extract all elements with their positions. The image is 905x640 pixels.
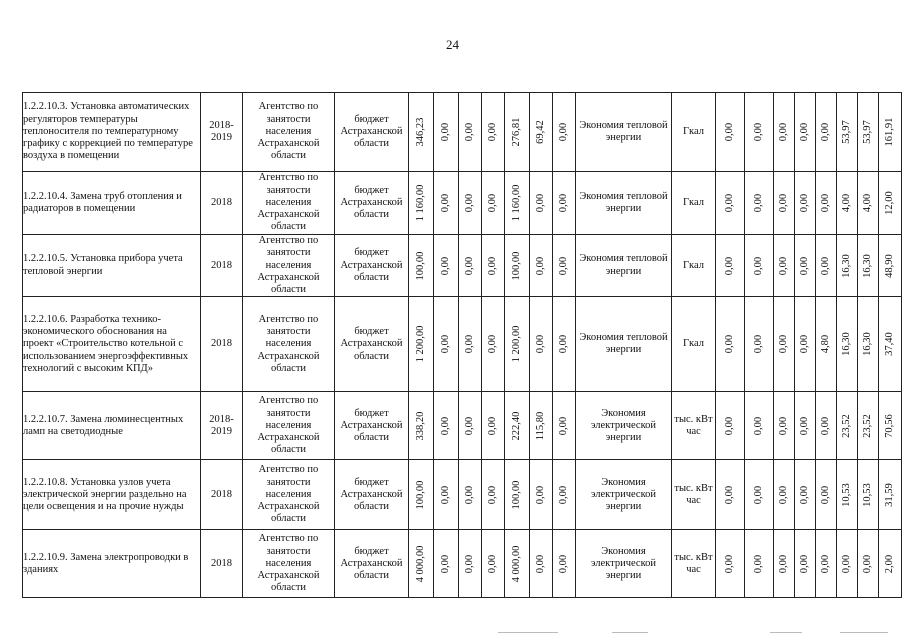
indicator-value-cell <box>774 172 795 235</box>
indicator-value-cell <box>816 93 837 172</box>
table-row <box>23 235 902 297</box>
finance-value: 338,20 <box>414 411 426 441</box>
implementation-period: 2018 <box>201 297 243 392</box>
finance-value-cell <box>409 460 434 530</box>
finance-value: 0,00 <box>534 485 546 505</box>
indicator-value-cell <box>879 530 902 598</box>
finance-value-cell <box>459 297 482 392</box>
table-row <box>23 460 902 530</box>
finance-value-cell <box>482 235 505 297</box>
indicator-value: 53,97 <box>861 120 873 144</box>
indicator-value-cell <box>774 297 795 392</box>
indicator-value: 53,97 <box>840 120 852 144</box>
indicator-value-cell <box>774 93 795 172</box>
finance-value: 4 000,00 <box>414 545 426 583</box>
finance-value-cell <box>459 235 482 297</box>
indicator-value: 48,90 <box>883 253 895 278</box>
indicator-value: 0,00 <box>840 554 852 574</box>
finance-value-cell <box>553 392 576 460</box>
indicator-value: 16,30 <box>840 332 852 357</box>
indicator-value-cell <box>774 392 795 460</box>
indicator-value-cell <box>816 530 837 598</box>
measure-name: 1.2.2.10.7. Замена люминесцентных ламп на светодиодные <box>23 392 201 460</box>
indicator-value: 0,00 <box>819 122 831 142</box>
indicator-value-cell <box>716 172 745 235</box>
indicator-value: 0,00 <box>723 122 735 142</box>
finance-value: 0,00 <box>557 193 569 213</box>
finance-value-cell <box>434 392 459 460</box>
indicator-name: Экономия электрической энергии <box>576 460 672 530</box>
indicator-value: 0,00 <box>723 193 735 213</box>
indicator-value: 0,00 <box>777 554 789 574</box>
indicator-value: 0,00 <box>777 256 789 275</box>
indicator-value-cell <box>816 172 837 235</box>
indicator-value: 0,00 <box>777 193 789 213</box>
finance-value-cell <box>409 297 434 392</box>
finance-value-cell <box>409 392 434 460</box>
finance-value-cell <box>459 460 482 530</box>
funding-source: бюджет Астраханской области <box>335 235 409 297</box>
finance-value: 1 160,00 <box>414 184 426 222</box>
indicator-value: 16,30 <box>840 253 852 278</box>
indicator-value-cell <box>745 530 774 598</box>
unit: Гкал <box>672 93 716 172</box>
indicator-value: 0,00 <box>798 256 810 275</box>
finance-value: 4 000,00 <box>510 545 522 583</box>
finance-value-cell <box>482 297 505 392</box>
finance-value-cell <box>482 172 505 235</box>
funding-source: бюджет Астраханской области <box>335 392 409 460</box>
indicator-value: 0,00 <box>819 554 831 574</box>
indicator-value-cell <box>879 297 902 392</box>
table-row <box>23 530 902 598</box>
indicator-value: 0,00 <box>752 485 764 505</box>
indicator-value: 0,00 <box>752 554 764 574</box>
table-row <box>23 93 902 172</box>
indicator-value: 31,59 <box>883 483 895 507</box>
finance-value-cell <box>553 460 576 530</box>
indicator-value-cell <box>858 392 879 460</box>
finance-value: 0,00 <box>463 335 475 354</box>
finance-value-cell <box>530 235 553 297</box>
finance-value-cell <box>505 235 530 297</box>
finance-value: 0,00 <box>557 122 569 142</box>
finance-value: 1 200,00 <box>414 326 426 363</box>
page-number: 24 <box>446 37 459 52</box>
finance-value: 0,00 <box>486 416 498 436</box>
finance-value: 0,00 <box>439 122 451 142</box>
indicator-value-cell <box>716 235 745 297</box>
executor: Агентство по занятости населения Астраханской области <box>243 392 335 460</box>
finance-value-cell <box>434 460 459 530</box>
indicator-value-cell <box>816 235 837 297</box>
unit: тыс. кВт час <box>672 530 716 598</box>
finance-value-cell <box>434 297 459 392</box>
funding-source: бюджет Астраханской области <box>335 530 409 598</box>
finance-value: 0,00 <box>439 335 451 354</box>
indicator-value: 70,56 <box>883 414 895 438</box>
finance-value: 0,00 <box>486 335 498 354</box>
finance-value-cell <box>409 530 434 598</box>
indicator-value-cell <box>858 530 879 598</box>
finance-value: 0,00 <box>439 485 451 505</box>
indicator-value-cell <box>795 530 816 598</box>
finance-value: 0,00 <box>534 256 546 275</box>
finance-value-cell <box>505 172 530 235</box>
indicator-value-cell <box>745 235 774 297</box>
finance-value-cell <box>459 392 482 460</box>
table-row <box>23 172 902 235</box>
indicator-value: 12,00 <box>883 191 895 215</box>
finance-value-cell <box>505 297 530 392</box>
finance-value-cell <box>434 93 459 172</box>
measure-name: 1.2.2.10.3. Установка автоматических регуляторов температуры теплоносителя по температурному графику с коррекцией по температуре воздуха в помещении <box>23 93 201 172</box>
indicator-name: Экономия тепловой энергии <box>576 93 672 172</box>
indicator-value: 0,00 <box>752 193 764 213</box>
indicator-value-cell <box>716 93 745 172</box>
indicator-value-cell <box>716 530 745 598</box>
indicator-value: 16,30 <box>861 332 873 357</box>
finance-value: 100,00 <box>510 251 522 281</box>
indicator-value: 23,52 <box>840 414 852 438</box>
measure-name: 1.2.2.10.6. Разработка технико-экономического обоснования на проект «Строительство котельной с использованием энергоэффективных технологий с высоким КПД» <box>23 297 201 392</box>
indicator-value: 10,53 <box>840 483 852 507</box>
finance-value: 0,00 <box>439 256 451 275</box>
funding-source: бюджет Астраханской области <box>335 297 409 392</box>
indicator-value: 0,00 <box>752 256 764 275</box>
indicator-value: 161,91 <box>883 117 895 147</box>
indicator-value: 0,00 <box>723 256 735 275</box>
finance-value: 346,23 <box>414 117 426 147</box>
finance-value-cell <box>459 172 482 235</box>
finance-value: 0,00 <box>463 485 475 505</box>
indicator-value-cell <box>837 172 858 235</box>
indicator-value: 4,80 <box>819 335 831 354</box>
indicator-name: Экономия электрической энергии <box>576 530 672 598</box>
finance-value-cell <box>409 93 434 172</box>
unit: Гкал <box>672 297 716 392</box>
indicator-value: 0,00 <box>752 416 764 436</box>
finance-value-cell <box>553 172 576 235</box>
indicator-value: 23,52 <box>861 414 873 438</box>
finance-value: 0,00 <box>439 416 451 436</box>
finance-value-cell <box>409 172 434 235</box>
finance-value: 115,80 <box>534 411 546 441</box>
implementation-period: 2018 <box>201 530 243 598</box>
indicator-value: 4,00 <box>861 193 873 213</box>
finance-value: 0,00 <box>557 485 569 505</box>
finance-value: 0,00 <box>463 122 475 142</box>
indicator-value-cell <box>858 172 879 235</box>
table-row <box>23 392 902 460</box>
indicator-value-cell <box>816 297 837 392</box>
finance-value-cell <box>530 392 553 460</box>
indicator-value: 0,00 <box>723 554 735 574</box>
finance-value: 0,00 <box>534 554 546 574</box>
indicator-value: 0,00 <box>798 485 810 505</box>
unit: тыс. кВт час <box>672 460 716 530</box>
implementation-period: 2018 <box>201 460 243 530</box>
finance-value: 0,00 <box>534 193 546 213</box>
indicator-value: 0,00 <box>819 416 831 436</box>
finance-value: 0,00 <box>486 122 498 142</box>
indicator-value-cell <box>795 297 816 392</box>
measure-name: 1.2.2.10.4. Замена труб отопления и радиаторов в помещении <box>23 172 201 235</box>
indicator-value: 0,00 <box>777 122 789 142</box>
indicator-value-cell <box>745 392 774 460</box>
implementation-period: 2018-2019 <box>201 392 243 460</box>
finance-value-cell <box>553 93 576 172</box>
finance-value-cell <box>409 235 434 297</box>
finance-value: 0,00 <box>463 193 475 213</box>
implementation-period: 2018-2019 <box>201 93 243 172</box>
finance-value: 0,00 <box>557 554 569 574</box>
indicator-value-cell <box>879 172 902 235</box>
indicator-value-cell <box>716 297 745 392</box>
finance-value: 0,00 <box>463 416 475 436</box>
indicator-value-cell <box>774 460 795 530</box>
indicator-value: 0,00 <box>798 554 810 574</box>
finance-value-cell <box>505 460 530 530</box>
finance-value: 276,81 <box>510 117 522 147</box>
indicator-value-cell <box>858 460 879 530</box>
table-row <box>23 297 902 392</box>
finance-value: 0,00 <box>486 256 498 275</box>
executor: Агентство по занятости населения Астраханской области <box>243 460 335 530</box>
finance-value-cell <box>553 235 576 297</box>
indicator-value-cell <box>795 460 816 530</box>
finance-value: 0,00 <box>557 256 569 275</box>
indicator-value: 0,00 <box>723 485 735 505</box>
indicator-value-cell <box>795 392 816 460</box>
finance-value: 0,00 <box>463 256 475 275</box>
indicator-value-cell <box>745 172 774 235</box>
finance-value-cell <box>482 530 505 598</box>
indicator-value: 2,00 <box>883 554 895 574</box>
indicator-value: 0,00 <box>819 193 831 213</box>
indicator-value: 16,30 <box>861 253 873 278</box>
indicator-value-cell <box>816 460 837 530</box>
finance-value: 0,00 <box>486 554 498 574</box>
indicator-value-cell <box>745 93 774 172</box>
scan-footer-marks <box>0 630 905 636</box>
finance-value: 0,00 <box>557 416 569 436</box>
indicator-value-cell <box>879 235 902 297</box>
finance-value-cell <box>482 460 505 530</box>
indicator-name: Экономия тепловой энергии <box>576 235 672 297</box>
indicator-value-cell <box>879 460 902 530</box>
finance-value: 0,00 <box>557 335 569 354</box>
indicator-value-cell <box>837 93 858 172</box>
indicator-value: 0,00 <box>819 256 831 275</box>
indicator-value: 4,00 <box>840 193 852 213</box>
finance-value: 100,00 <box>414 251 426 281</box>
finance-value: 1 160,00 <box>510 184 522 222</box>
indicator-value-cell <box>774 530 795 598</box>
executor: Агентство по занятости населения Астраханской области <box>243 530 335 598</box>
funding-source: бюджет Астраханской области <box>335 172 409 235</box>
executor: Агентство по занятости населения Астраханской области <box>243 93 335 172</box>
indicator-value-cell <box>837 235 858 297</box>
indicator-value-cell <box>816 392 837 460</box>
indicator-value: 0,00 <box>798 335 810 354</box>
finance-value-cell <box>505 530 530 598</box>
indicator-value: 0,00 <box>798 122 810 142</box>
finance-value-cell <box>434 172 459 235</box>
indicator-value-cell <box>879 392 902 460</box>
indicator-value-cell <box>716 392 745 460</box>
finance-value: 100,00 <box>510 480 522 510</box>
indicator-value-cell <box>837 460 858 530</box>
indicator-value-cell <box>837 392 858 460</box>
finance-value-cell <box>434 530 459 598</box>
indicator-value-cell <box>795 172 816 235</box>
finance-value-cell <box>530 172 553 235</box>
program-table <box>22 92 902 598</box>
finance-value: 0,00 <box>486 193 498 213</box>
finance-value: 100,00 <box>414 480 426 510</box>
finance-value-cell <box>553 297 576 392</box>
executor: Агентство по занятости населения Астраханской области <box>243 297 335 392</box>
indicator-value-cell <box>858 235 879 297</box>
finance-value: 1 200,00 <box>510 326 522 363</box>
finance-value-cell <box>530 530 553 598</box>
indicator-value: 0,00 <box>798 193 810 213</box>
indicator-value: 0,00 <box>752 335 764 354</box>
finance-value: 69,42 <box>534 120 546 144</box>
funding-source: бюджет Астраханской области <box>335 93 409 172</box>
executor: Агентство по занятости населения Астраханской области <box>243 235 335 297</box>
indicator-name: Экономия электрической энергии <box>576 392 672 460</box>
finance-value: 0,00 <box>439 554 451 574</box>
indicator-value-cell <box>774 235 795 297</box>
finance-value-cell <box>459 530 482 598</box>
indicator-name: Экономия тепловой энергии <box>576 172 672 235</box>
indicator-value-cell <box>858 297 879 392</box>
finance-value-cell <box>505 93 530 172</box>
indicator-value-cell <box>745 460 774 530</box>
finance-value-cell <box>553 530 576 598</box>
indicator-value-cell <box>858 93 879 172</box>
finance-value-cell <box>530 297 553 392</box>
finance-value-cell <box>482 392 505 460</box>
indicator-value: 0,00 <box>777 416 789 436</box>
indicator-value: 0,00 <box>798 416 810 436</box>
unit: тыс. кВт час <box>672 392 716 460</box>
indicator-value: 0,00 <box>777 485 789 505</box>
indicator-value: 0,00 <box>819 485 831 505</box>
finance-value: 222,40 <box>510 411 522 441</box>
finance-value: 0,00 <box>486 485 498 505</box>
indicator-value-cell <box>837 530 858 598</box>
indicator-value: 0,00 <box>777 335 789 354</box>
indicator-value: 10,53 <box>861 483 873 507</box>
indicator-value-cell <box>795 93 816 172</box>
implementation-period: 2018 <box>201 235 243 297</box>
indicator-value: 37,40 <box>883 332 895 357</box>
indicator-value-cell <box>716 460 745 530</box>
indicator-value-cell <box>745 297 774 392</box>
funding-source: бюджет Астраханской области <box>335 460 409 530</box>
finance-value-cell <box>505 392 530 460</box>
measure-name: 1.2.2.10.5. Установка прибора учета тепловой энергии <box>23 235 201 297</box>
finance-value-cell <box>459 93 482 172</box>
finance-value-cell <box>530 93 553 172</box>
finance-value: 0,00 <box>439 193 451 213</box>
finance-value: 0,00 <box>534 335 546 354</box>
finance-value-cell <box>482 93 505 172</box>
finance-value-cell <box>434 235 459 297</box>
indicator-value: 0,00 <box>723 335 735 354</box>
finance-value: 0,00 <box>463 554 475 574</box>
unit: Гкал <box>672 235 716 297</box>
indicator-value: 0,00 <box>752 122 764 142</box>
indicator-value-cell <box>879 93 902 172</box>
finance-value-cell <box>530 460 553 530</box>
indicator-name: Экономия тепловой энергии <box>576 297 672 392</box>
implementation-period: 2018 <box>201 172 243 235</box>
indicator-value-cell <box>795 235 816 297</box>
indicator-value-cell <box>837 297 858 392</box>
unit: Гкал <box>672 172 716 235</box>
indicator-value: 0,00 <box>861 554 873 574</box>
measure-name: 1.2.2.10.9. Замена электропроводки в зданиях <box>23 530 201 598</box>
measure-name: 1.2.2.10.8. Установка узлов учета электрической энергии раздельно на цели освещения и на прочие нужды <box>23 460 201 530</box>
executor: Агентство по занятости населения Астраханской области <box>243 172 335 235</box>
indicator-value: 0,00 <box>723 416 735 436</box>
